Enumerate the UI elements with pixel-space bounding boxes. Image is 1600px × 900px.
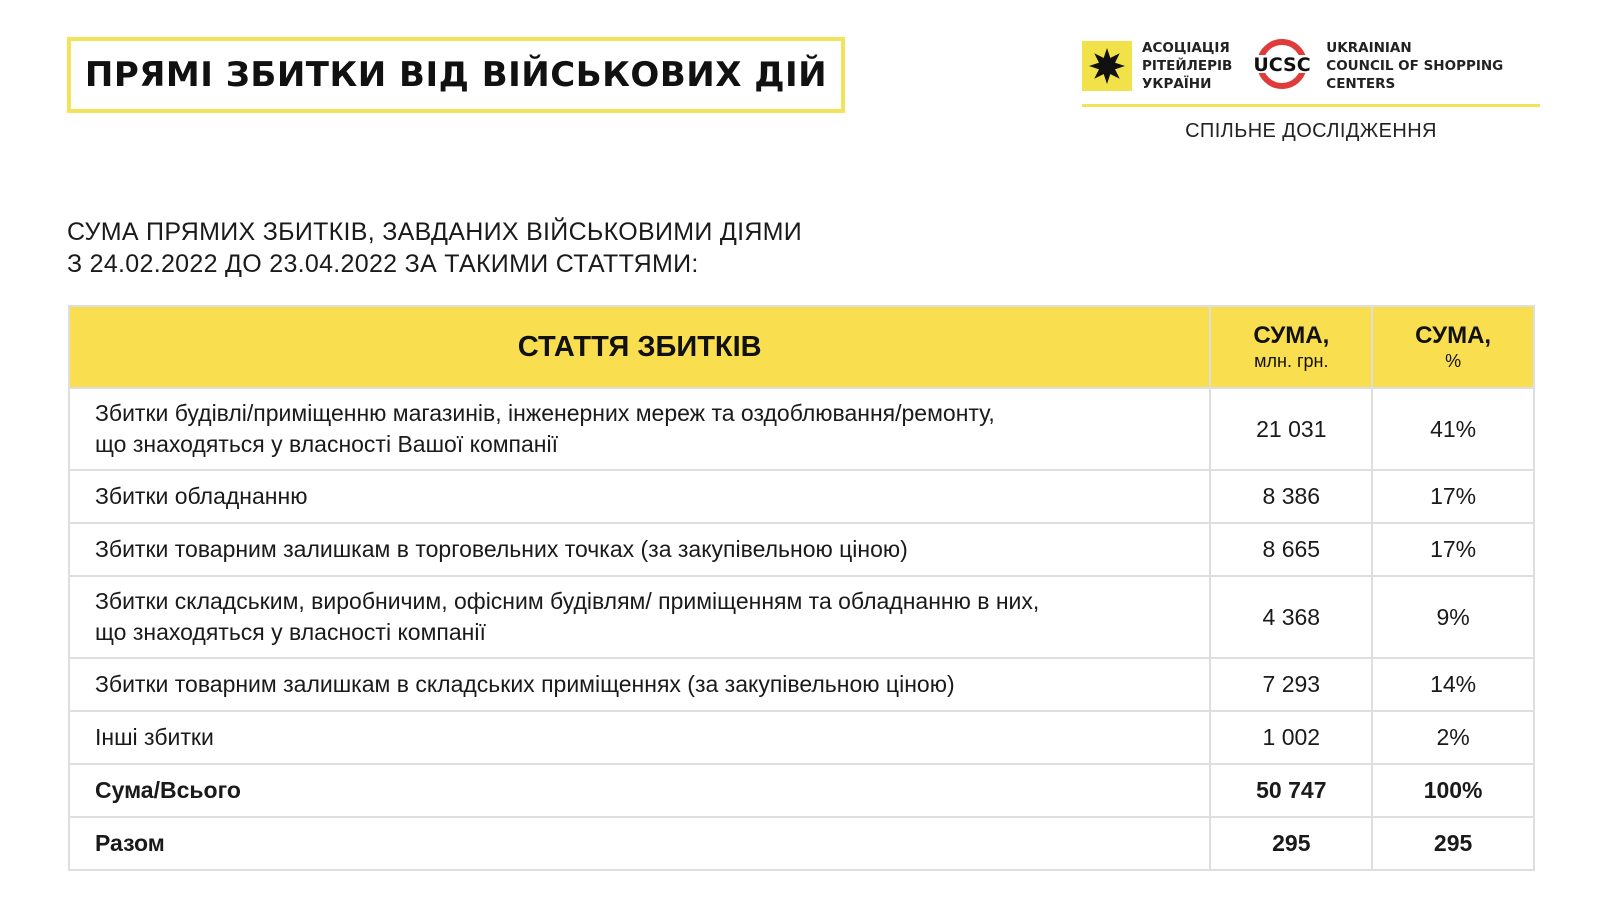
total-sum: 50 747 (1210, 764, 1372, 817)
row-item: Збитки обладнанню (69, 470, 1210, 523)
row-sum: 7 293 (1210, 658, 1372, 711)
joint-study-caption: СПІЛЬНЕ ДОСЛІДЖЕННЯ (1185, 120, 1437, 142)
table-row (69, 388, 1534, 470)
partner-logos (1082, 38, 1542, 143)
row-percent: 2% (1372, 711, 1534, 764)
row-percent: 9% (1372, 576, 1534, 658)
column-header-percent (1372, 306, 1534, 388)
count-label: Разом (69, 817, 1210, 870)
column-header-item: СТАТТЯ ЗБИТКІВ (69, 306, 1210, 388)
row-sum: 4 368 (1210, 576, 1372, 658)
logo-divider (1082, 104, 1540, 107)
retailers-association-name (1142, 39, 1232, 93)
row-sum: 8 665 (1210, 523, 1372, 576)
ucsc-logo-icon (1248, 39, 1316, 94)
table-row (69, 711, 1534, 764)
ucsc-line-3: CENTERS (1326, 76, 1396, 92)
count-percent: 295 (1372, 817, 1534, 870)
row-item-line: Збитки складським, виробничим, офісним будівлям/ приміщенням та обладнанню в них, (95, 588, 1040, 614)
row-item-line: що знаходяться у власності Вашої компанії (95, 431, 558, 457)
count-row (69, 817, 1534, 870)
row-sum: 1 002 (1210, 711, 1372, 764)
ar-line-3: УКРАЇНИ (1142, 76, 1212, 92)
total-row (69, 764, 1534, 817)
ucsc-name (1326, 39, 1503, 93)
ar-line-2: РІТЕЙЛЕРІВ (1142, 58, 1233, 74)
ucsc-line-2: COUNCIL OF SHOPPING (1326, 58, 1504, 74)
row-item-line: Збитки будівлі/приміщенню магазинів, інженерних мереж та оздоблювання/ремонту, (95, 400, 995, 426)
row-percent: 41% (1372, 388, 1534, 470)
sum-header-label: СУМА, (1253, 322, 1330, 349)
row-item (69, 576, 1210, 658)
table-row (69, 470, 1534, 523)
table-header-row (69, 306, 1534, 388)
sum-header-unit: млн. грн. (1254, 351, 1329, 371)
row-item: Інші збитки (69, 711, 1210, 764)
row-item (69, 388, 1210, 470)
row-sum: 8 386 (1210, 470, 1372, 523)
table-row (69, 576, 1534, 658)
subtitle-line-2: З 24.02.2022 ДО 23.04.2022 ЗА ТАКИМИ СТАТТЯМИ: (67, 250, 699, 278)
row-item: Збитки товарним залишкам в складських приміщеннях (за закупівельною ціною) (69, 658, 1210, 711)
total-label: Сума/Всього (69, 764, 1210, 817)
ucsc-abbr: UCSC (1253, 53, 1311, 76)
retailers-association-logo-icon (1082, 41, 1132, 91)
percent-header-unit: % (1445, 351, 1462, 371)
table-row (69, 658, 1534, 711)
subtitle-line-1: СУМА ПРЯМИХ ЗБИТКІВ, ЗАВДАНИХ ВІЙСЬКОВИМИ ДІЯМИ (67, 218, 803, 246)
row-item: Збитки товарним залишкам в торговельних точках (за закупівельною ціною) (69, 523, 1210, 576)
row-sum: 21 031 (1210, 388, 1372, 470)
row-item-line: що знаходяться у власності компанії (95, 619, 486, 645)
table-row (69, 523, 1534, 576)
row-percent: 17% (1372, 523, 1534, 576)
row-percent: 17% (1372, 470, 1534, 523)
page-title: ПРЯМІ ЗБИТКИ ВІД ВІЙСЬКОВИХ ДІЙ (67, 37, 845, 113)
ucsc-line-1: UKRAINIAN (1326, 40, 1412, 56)
count-sum: 295 (1210, 817, 1372, 870)
row-percent: 14% (1372, 658, 1534, 711)
ar-line-1: АСОЦІАЦІЯ (1142, 40, 1230, 56)
section-subtitle (67, 216, 802, 280)
damages-table (68, 305, 1535, 871)
percent-header-label: СУМА, (1415, 322, 1492, 349)
total-percent: 100% (1372, 764, 1534, 817)
column-header-sum (1210, 306, 1372, 388)
